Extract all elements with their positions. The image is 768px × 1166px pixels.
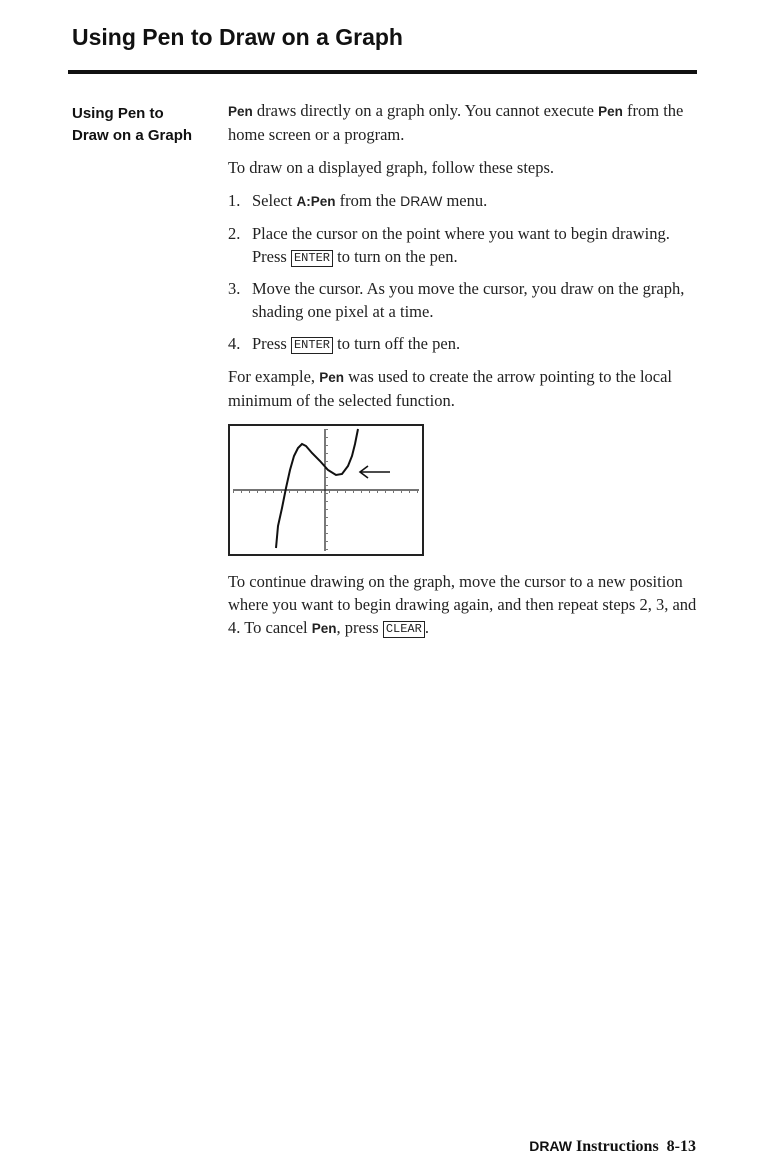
steps-list xyxy=(228,189,698,355)
step-item xyxy=(228,332,698,355)
example-text: For example, xyxy=(228,367,320,386)
step-text: Select xyxy=(252,191,297,210)
title-rule xyxy=(68,70,697,74)
function-curve xyxy=(276,429,358,548)
step-number: 1. xyxy=(228,191,241,210)
pen-keyword: Pen xyxy=(319,370,344,385)
enter-key: ENTER xyxy=(291,250,333,267)
step-number: 4. xyxy=(228,334,241,353)
step-text: Place the cursor on the point where you want to begin drawing. Press xyxy=(252,224,670,266)
x-axis xyxy=(233,490,419,492)
calculator-screen-figure xyxy=(228,424,424,556)
step-text: Press xyxy=(252,334,291,353)
example-paragraph xyxy=(228,365,698,412)
step-number: 2. xyxy=(228,224,241,243)
step-text: to turn off the pen. xyxy=(332,334,461,353)
continue-paragraph xyxy=(228,570,698,640)
page-title: Using Pen to Draw on a Graph xyxy=(72,24,403,50)
body-text xyxy=(228,99,698,650)
step-item xyxy=(228,222,698,268)
side-heading-line-2: Draw on a Graph xyxy=(72,127,193,144)
step-text: Move the cursor. As you move the cursor, you draw on the graph, shading one pixel at a time. xyxy=(252,279,685,321)
pen-keyword: Pen xyxy=(311,621,337,636)
side-heading-line-1: Using Pen to xyxy=(72,105,164,122)
step-text: to turn on the pen. xyxy=(332,247,458,266)
step-text: from the xyxy=(335,191,401,210)
pen-keyword: Pen xyxy=(598,104,623,119)
step-text: menu. xyxy=(442,191,488,210)
example-text: was used to create the arrow pointing to the local minimum of the selected function. xyxy=(228,367,673,410)
intro-text-2: from the home screen or a program. xyxy=(228,101,684,144)
step-item xyxy=(228,277,698,323)
footer-section: DRAW xyxy=(529,1138,572,1154)
step-item xyxy=(228,189,698,213)
intro-paragraph xyxy=(228,99,698,146)
menu-name: DRAW xyxy=(400,193,443,209)
arrow-pen-drawing xyxy=(360,466,390,478)
continue-text: , press xyxy=(336,618,383,637)
enter-key: ENTER xyxy=(291,337,333,354)
pen-keyword: Pen xyxy=(228,104,253,119)
side-heading xyxy=(72,103,222,147)
lead-paragraph: To draw on a displayed graph, follow these steps. xyxy=(228,158,555,177)
footer-label: Instructions xyxy=(571,1138,659,1155)
menu-item-keyword: A:Pen xyxy=(296,194,336,209)
continue-text: To continue drawing on the graph, move the cursor to a new position where you want to begin drawing again, and then repeat steps 2, 3, and 4. To cancel xyxy=(228,572,697,637)
page-footer xyxy=(529,1138,696,1156)
page-number: 8-13 xyxy=(666,1138,696,1155)
clear-key: CLEAR xyxy=(383,621,425,638)
step-number: 3. xyxy=(228,279,241,298)
continue-text: . xyxy=(424,618,429,637)
intro-text-1: draws directly on a graph only. You cannot execute xyxy=(252,101,599,120)
